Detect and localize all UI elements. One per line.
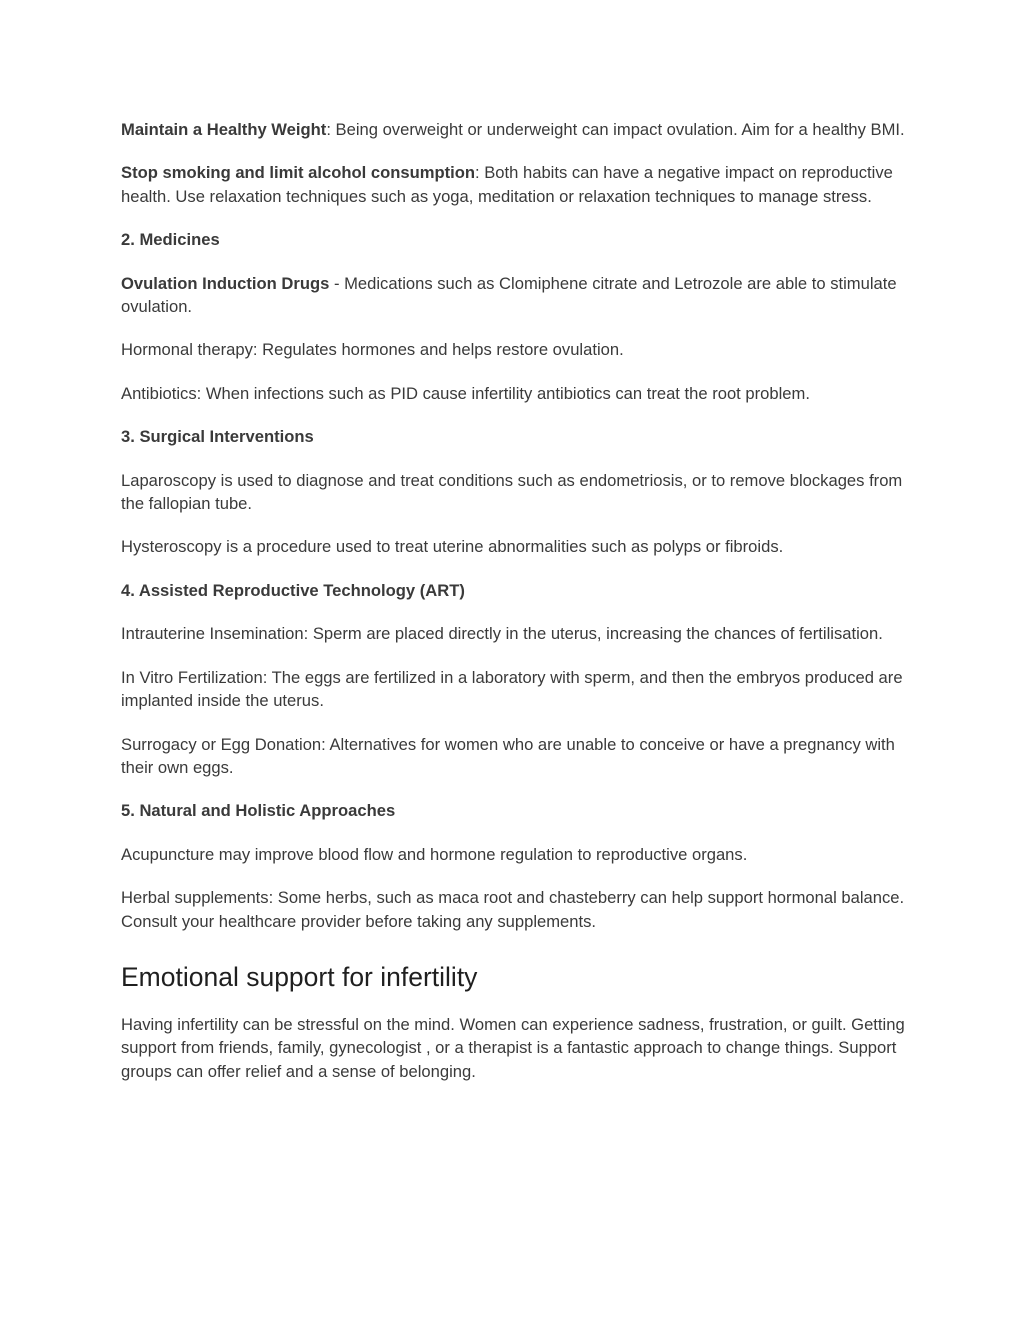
weight-text: : Being overweight or underweight can impact ovulation. Aim for a healthy BMI. bbox=[326, 120, 905, 139]
weight-paragraph bbox=[121, 118, 906, 141]
hormonal-paragraph: Hormonal therapy: Regulates hormones and helps restore ovulation. bbox=[121, 340, 624, 360]
surgical-heading: 3. Surgical Interventions bbox=[121, 427, 314, 447]
acupuncture-paragraph: Acupuncture may improve blood flow and hormone regulation to reproductive organs. bbox=[121, 844, 748, 864]
herbal-paragraph: Herbal supplements: Some herbs, such as maca root and chasteberry can help support hormonal balance. Consult your healthcare provider before taking any supplements. bbox=[121, 888, 905, 931]
smoking-label: Stop smoking and limit alcohol consumption bbox=[121, 163, 476, 183]
medicines-heading: 2. Medicines bbox=[121, 230, 220, 250]
natural-heading: 5. Natural and Holistic Approaches bbox=[121, 801, 396, 821]
emotional-support-heading: Emotional support for infertility bbox=[121, 961, 478, 992]
smoking-paragraph bbox=[121, 161, 906, 208]
ovulation-label: Ovulation Induction Drugs bbox=[121, 273, 330, 293]
smoking-text: : Both habits can have a negative impact on reproductive health. Use relaxation techniques such as yoga, meditation or relaxation techniques to manage stress. bbox=[121, 163, 893, 206]
ivf-paragraph: In Vitro Fertilization: The eggs are fertilized in a laboratory with sperm, and then the embryos produced are implanted inside the uterus. bbox=[121, 667, 903, 711]
document-page bbox=[121, 118, 906, 1103]
surrogacy-paragraph: Surrogacy or Egg Donation: Alternatives for women who are unable to conceive or have a pregnancy with their own eggs. bbox=[121, 734, 895, 777]
ovulation-text: - Medications such as Clomiphene citrate and Letrozole are able to stimulate ovulation. bbox=[121, 273, 897, 317]
iui-paragraph: Intrauterine Insemination: Sperm are placed directly in the uterus, increasing the chances of fertilisation. bbox=[121, 624, 883, 644]
ovulation-paragraph bbox=[121, 272, 906, 319]
laparoscopy-paragraph: Laparoscopy is used to diagnose and treat conditions such as endometriosis, or to remove blockages from the fallopian tube. bbox=[121, 470, 903, 514]
hysteroscopy-paragraph: Hysteroscopy is a procedure used to treat uterine abnormalities such as polyps or fibroids. bbox=[121, 537, 784, 557]
antibiotics-paragraph: Antibiotics: When infections such as PID cause infertility antibiotics can treat the root problem. bbox=[121, 383, 810, 403]
art-heading: 4. Assisted Reproductive Technology (ART) bbox=[121, 580, 465, 600]
emotional-support-paragraph: Having infertility can be stressful on the mind. Women can experience sadness, frustration, or guilt. Getting support from friends, family, gynecologist , or a therapist is a fantastic approach to change things. Support groups can offer relief and a sense of belonging. bbox=[121, 1014, 905, 1081]
weight-label: Maintain a Healthy Weight bbox=[121, 120, 327, 139]
